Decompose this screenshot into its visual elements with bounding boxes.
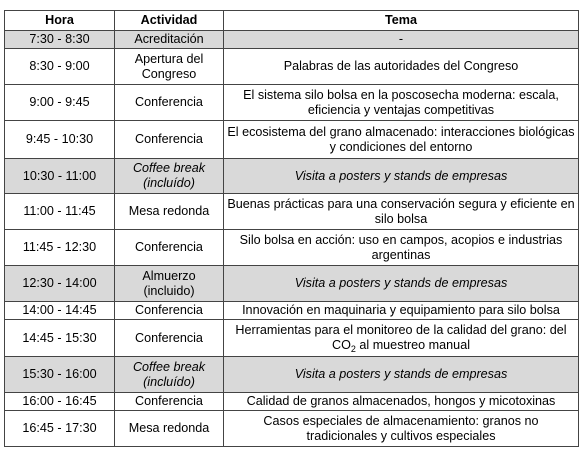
cell-tema: El sistema silo bolsa en la poscosecha moderna: escala, eficiencia y ventajas competitivas [224, 85, 579, 121]
cell-actividad: Conferencia [115, 121, 224, 159]
header-row [5, 11, 579, 31]
cell-hora: 12:30 - 14:00 [5, 266, 115, 302]
cell-hora: 8:30 - 9:00 [5, 49, 115, 85]
table-row [5, 194, 579, 230]
cell-hora: 9:00 - 9:45 [5, 85, 115, 121]
table-row [5, 266, 579, 302]
table-row [5, 85, 579, 121]
cell-hora: 9:45 - 10:30 [5, 121, 115, 159]
cell-hora: 15:30 - 16:00 [5, 357, 115, 393]
cell-actividad: Mesa redonda [115, 194, 224, 230]
cell-tema: Visita a posters y stands de empresas [224, 159, 579, 194]
cell-tema: Visita a posters y stands de empresas [224, 266, 579, 302]
schedule-header [5, 11, 579, 31]
cell-actividad: Mesa redonda [115, 411, 224, 447]
header-tema: Tema [224, 11, 579, 31]
cell-tema: Silo bolsa en acción: uso en campos, acopios e industrias argentinas [224, 230, 579, 266]
cell-hora: 14:00 - 14:45 [5, 302, 115, 320]
tema-text-before: Herramientas para el monitoreo de la calidad del grano: del CO [235, 323, 567, 352]
table-row [5, 393, 579, 411]
cell-actividad: Conferencia [115, 302, 224, 320]
cell-hora: 7:30 - 8:30 [5, 31, 115, 49]
table-row [5, 31, 579, 49]
table-row [5, 230, 579, 266]
tema-text-after: al muestreo manual [355, 338, 470, 352]
cell-hora: 11:00 - 11:45 [5, 194, 115, 230]
cell-tema [224, 320, 579, 357]
cell-tema: Innovación en maquinaria y equipamiento para silo bolsa [224, 302, 579, 320]
cell-tema: Visita a posters y stands de empresas [224, 357, 579, 393]
cell-tema: Casos especiales de almacenamiento: granos no tradicionales y cultivos especiales [224, 411, 579, 447]
cell-hora: 10:30 - 11:00 [5, 159, 115, 194]
header-hora: Hora [5, 11, 115, 31]
table-row [5, 320, 579, 357]
cell-tema: Calidad de granos almacenados, hongos y micotoxinas [224, 393, 579, 411]
schedule-table [4, 10, 579, 447]
table-row [5, 121, 579, 159]
cell-hora: 16:45 - 17:30 [5, 411, 115, 447]
cell-tema: El ecosistema del grano almacenado: interacciones biológicas y condiciones del entorno [224, 121, 579, 159]
table-row [5, 302, 579, 320]
cell-actividad: Apertura del Congreso [115, 49, 224, 85]
table-row [5, 159, 579, 194]
tema-subscript: 2 [350, 344, 356, 354]
cell-hora: 16:00 - 16:45 [5, 393, 115, 411]
schedule-body [5, 31, 579, 447]
cell-tema: Palabras de las autoridades del Congreso [224, 49, 579, 85]
cell-tema: - [224, 31, 579, 49]
header-actividad: Actividad [115, 11, 224, 31]
cell-tema: Buenas prácticas para una conservación segura y eficiente en silo bolsa [224, 194, 579, 230]
cell-actividad: Almuerzo (incluido) [115, 266, 224, 302]
table-row [5, 357, 579, 393]
cell-hora: 14:45 - 15:30 [5, 320, 115, 357]
cell-actividad: Acreditación [115, 31, 224, 49]
cell-actividad: Coffee break (incluído) [115, 357, 224, 393]
cell-actividad: Coffee break (incluído) [115, 159, 224, 194]
cell-actividad: Conferencia [115, 85, 224, 121]
cell-actividad: Conferencia [115, 230, 224, 266]
cell-actividad: Conferencia [115, 320, 224, 357]
cell-actividad: Conferencia [115, 393, 224, 411]
table-row [5, 49, 579, 85]
table-row [5, 411, 579, 447]
cell-hora: 11:45 - 12:30 [5, 230, 115, 266]
